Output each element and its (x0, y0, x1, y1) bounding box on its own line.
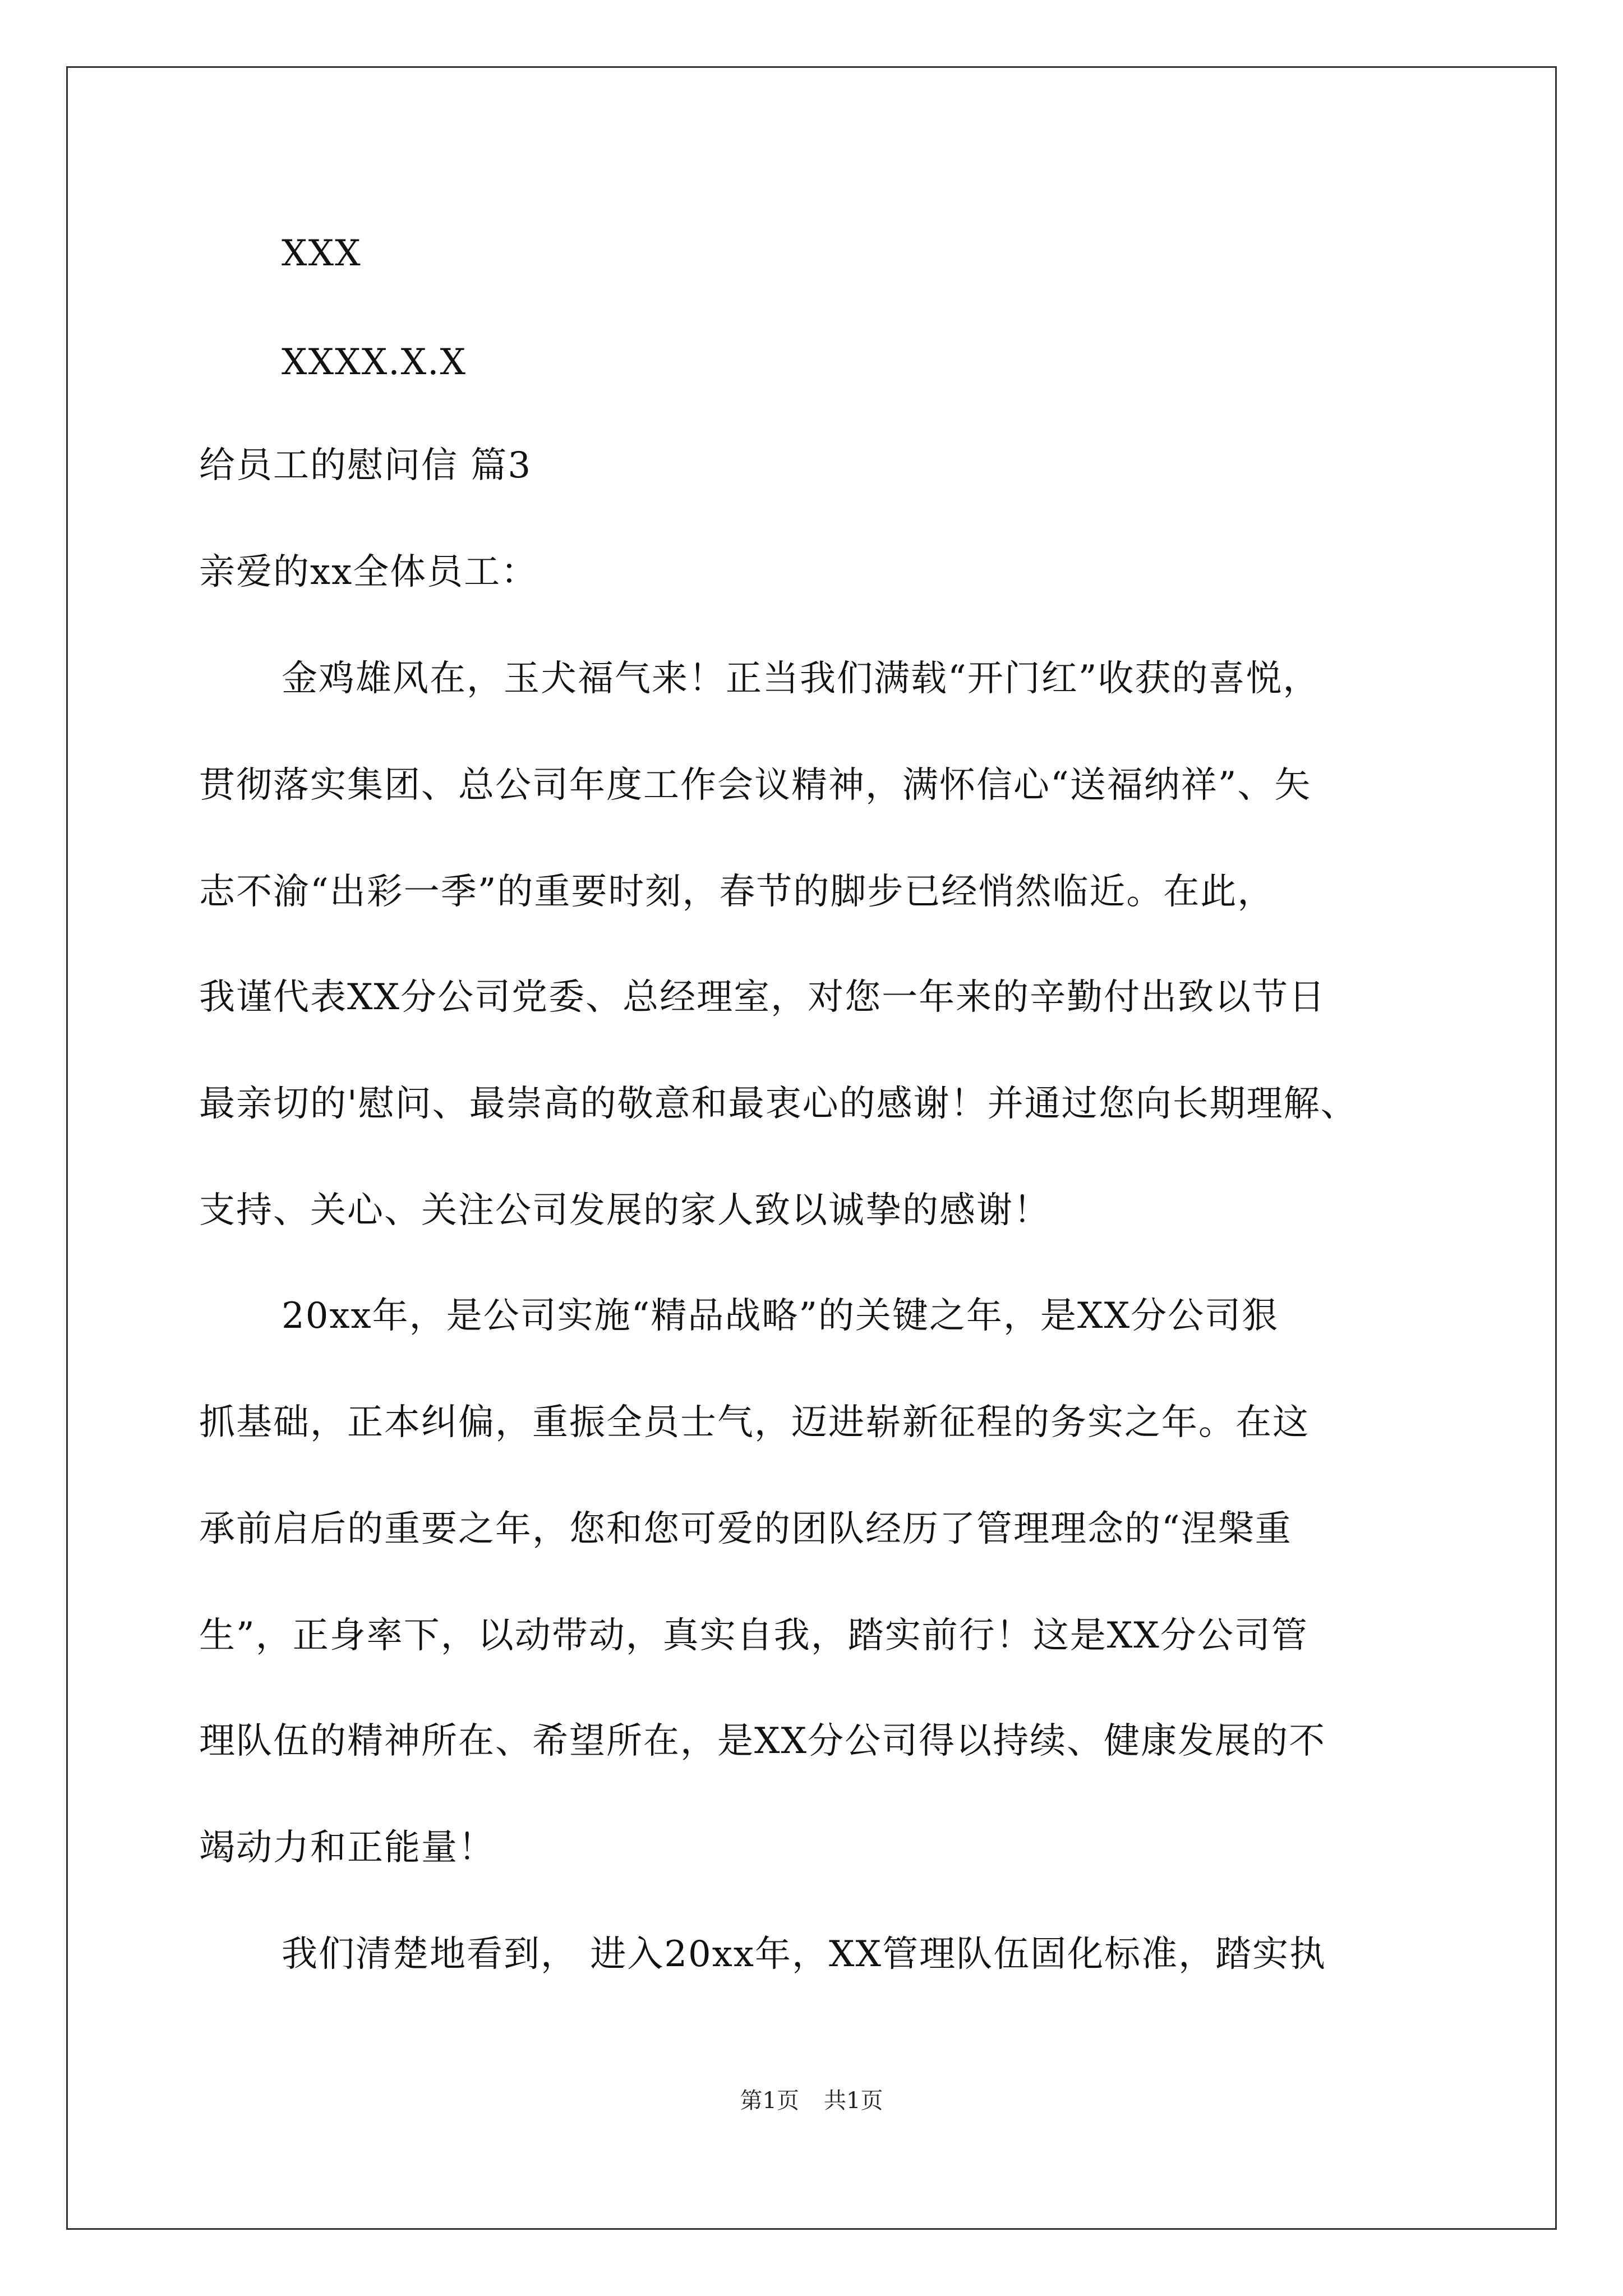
paragraph-1-line-2: 贯彻落实集团、总公司年度工作会议精神，满怀信心“送福纳祥”、矢 (199, 765, 1312, 806)
paragraph-2-line-5: 理队伍的精神所在、希望所在，是XX分公司得以持续、健康发展的不 (199, 1720, 1326, 1762)
paragraph-2-line-6: 竭动力和正能量！ (199, 1827, 495, 1869)
salutation: 亲爱的xx全体员工： (199, 551, 538, 593)
page-footer (0, 2087, 1623, 2115)
paragraph-1-line-6: 支持、关心、关注公司发展的家人致以诚挚的感谢！ (199, 1190, 1050, 1231)
page-number: 第1页 (740, 2088, 799, 2114)
paragraph-3-line-1: 我们清楚地看到， 进入20xx年，XX管理队伍固化标准，踏实执 (282, 1934, 1327, 1975)
signature-name: XXX (282, 233, 362, 274)
page-border (66, 66, 1557, 2230)
signature-date: XXXX.X.X (282, 342, 467, 383)
paragraph-1-line-4: 我谨代表XX分公司党委、总经理室，对您一年来的辛勤付出致以节日 (199, 977, 1326, 1018)
paragraph-1-line-3: 志不渝“出彩一季”的重要时刻，春节的脚步已经悄然临近。在此， (199, 871, 1275, 913)
paragraph-1-line-5: 最亲切的'慰问、最崇高的敬意和最衷心的感谢！并通过您向长期理解、 (199, 1083, 1358, 1125)
paragraph-2-line-3: 承前启后的重要之年，您和您可爱的团队经历了管理理念的“涅槃重 (199, 1508, 1292, 1550)
paragraph-2-line-2: 抓基础，正本纠偏，重振全员士气，迈进崭新征程的务实之年。在这 (199, 1402, 1310, 1443)
page-total: 共1页 (824, 2088, 883, 2114)
paragraph-1-line-1: 金鸡雄风在，玉犬福气来！正当我们满载“开门红”收获的喜悦， (282, 658, 1320, 700)
section-heading: 给员工的慰问信 篇3 (199, 445, 532, 486)
paragraph-2-line-4: 生”，正身率下，以动带动，真实自我，踏实前行！这是XX分公司管 (199, 1615, 1308, 1657)
paragraph-2-line-1: 20xx年，是公司实施“精品战略”的关键之年，是XX分公司狠 (282, 1295, 1279, 1337)
